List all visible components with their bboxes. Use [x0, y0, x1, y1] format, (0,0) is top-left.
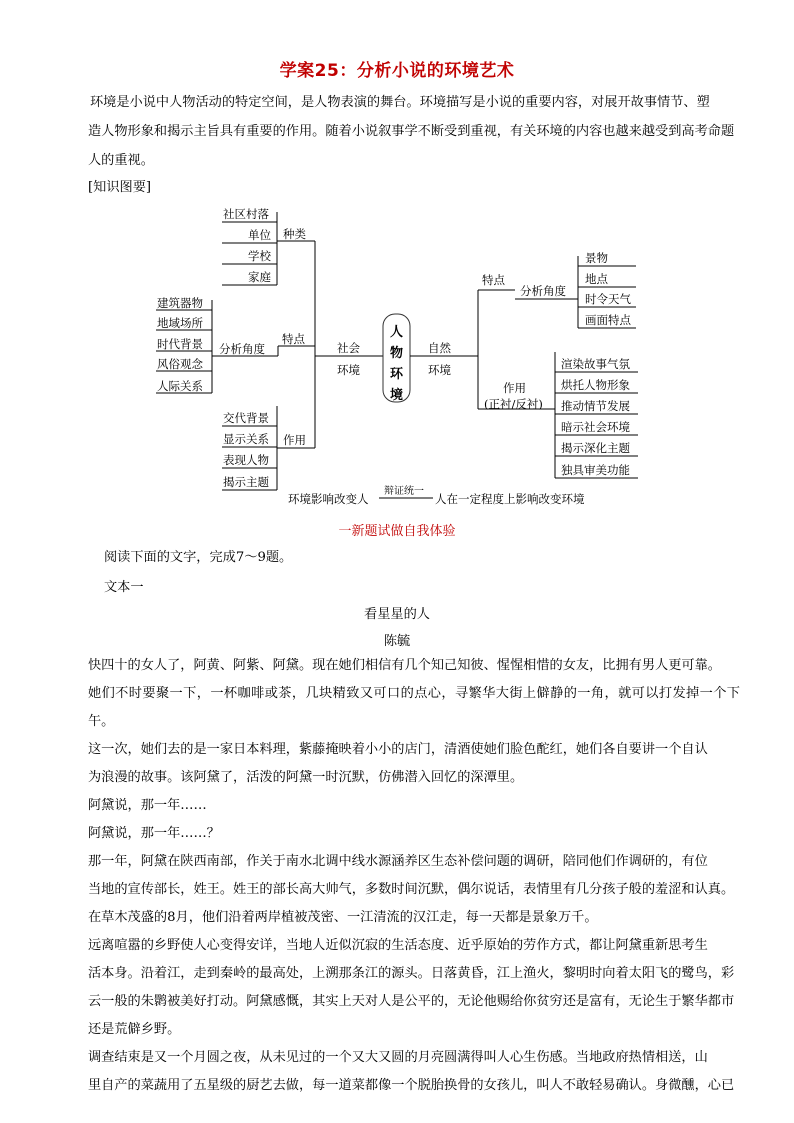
body-line: 还是荒僻乡野。 [88, 1022, 181, 1037]
body-line: 阿黛说，那一年…… [88, 798, 207, 813]
diagram-social-env: 社会 [337, 341, 360, 355]
diagram-feature-item: 时代背景 [157, 337, 203, 351]
body-line: 云一般的朱鹮被美好打动。阿黛感慨，其实上天对人是公平的，无论他赐给你贫穷还是富有，无论生于繁华都市 [88, 994, 735, 1009]
diagram-right-function-sublabel: (正衬/反衬) [484, 397, 543, 411]
diagram-function-item: 交代背景 [223, 411, 269, 425]
body-line: 里自产的菜蔬用了五星级的厨艺去做，每一道菜都像一个脱胎换骨的女孩儿，叫人不敢轻易确认。身微醺，心已 [88, 1078, 735, 1093]
diagram-right-function-item: 独具审美功能 [561, 463, 630, 477]
diagram-right-function-label: 作用 [503, 381, 526, 395]
diagram-types-label: 种类 [283, 227, 306, 241]
diagram-right-feature-item: 画面特点 [585, 313, 631, 327]
diagram-type-item: 单位 [248, 228, 271, 242]
diagram-analysis-angle: 分析角度 [219, 342, 265, 356]
body-line: 快四十的女人了，阿黄、阿紫、阿黛。现在她们相信有几个知己知彼、惺惺相惜的女友，比拥有男人更可靠。 [88, 658, 721, 673]
body-line: 活本身。沿着江，走到秦岭的最高处，上溯那条江的源头。日落黄昏，江上渔火，黎明时向着太阳飞的鹭鸟，彩 [88, 966, 735, 981]
diagram-center-char: 人 [390, 325, 404, 340]
diagram-center-char: 环 [390, 367, 404, 382]
diagram-right-analysis-angle: 分析角度 [520, 284, 566, 298]
diagram-center-char: 物 [390, 346, 404, 361]
intro-line: 人的重视。 [88, 153, 154, 168]
diagram-function-item: 表现人物 [223, 453, 269, 467]
diagram-natural-env: 环境 [428, 363, 451, 377]
intro-line: 造人物形象和揭示主旨具有重要的作用。随着小说叙事学不断受到重视，有关环境的内容也越来越受到高考命题 [88, 124, 735, 139]
diagram-features-label: 特点 [282, 332, 305, 346]
body-line: 调查结束是又一个月圆之夜，从未见过的一个又大又圆的月亮圆满得叫人心生伤感。当地政府热情相送，山 [88, 1050, 708, 1065]
diagram-right-features-label: 特点 [482, 273, 505, 287]
diagram-function-label: 作用 [283, 433, 306, 447]
diagram-right-function-item: 暗示社会环境 [561, 420, 630, 434]
section-title: 一新题试做自我体验 [338, 524, 456, 539]
diagram-right-feature-item: 景物 [585, 251, 608, 265]
diagram-right-function-item: 烘托人物形象 [561, 378, 630, 392]
knowledge-map-diagram [0, 196, 794, 516]
diagram-type-item: 社区村落 [223, 207, 269, 221]
intro-paragraph [88, 88, 738, 175]
reading-instruction: 阅读下面的文字，完成7～9题。 [104, 550, 293, 565]
intro-line: 环境是小说中人物活动的特定空间，是人物表演的舞台。环境描写是小说的重要内容，对展开故事情节、塑 [90, 95, 710, 110]
diagram-right-function-item: 揭示深化主题 [561, 441, 630, 455]
diagram-bottom-left: 环境影响改变人 [288, 492, 369, 506]
diagram-right-function-item: 推动情节发展 [561, 399, 630, 413]
diagram-right-feature-item: 时令天气 [585, 292, 631, 306]
page-title: 学案25：分析小说的环境艺术 [279, 61, 515, 81]
body-line: 阿黛说，那一年……？ [88, 826, 220, 841]
body-line: 远离喧嚣的乡野使人心变得安详，当地人近似沉寂的生活态度、近乎原始的劳作方式，都让阿黛重新思考生 [88, 938, 708, 953]
diagram-type-item: 学校 [248, 249, 271, 263]
diagram-social-env: 环境 [337, 363, 360, 377]
diagram-center-char: 境 [390, 388, 404, 403]
story-body [88, 652, 740, 1100]
diagram-function-item: 显示关系 [223, 432, 269, 446]
body-line: 她们不时要聚一下，一杯咖啡或茶，几块精致又可口的点心，寻繁华大街上僻静的一角，就可以打发掉一个下午。 [88, 686, 740, 729]
body-line: 在草木茂盛的8月，他们沿着两岸植被茂密、一江清流的汉江走，每一天都是景象万千。 [88, 910, 598, 925]
diagram-feature-item: 风俗观念 [157, 357, 203, 371]
diagram-feature-item: 地域场所 [157, 316, 203, 330]
diagram-type-item: 家庭 [248, 270, 271, 284]
diagram-right-feature-item: 地点 [585, 272, 608, 286]
body-line: 这一次，她们去的是一家日本料理，紫藤掩映着小小的店门，清酒使她们脸色酡红，她们各自要讲一个自认 [88, 742, 708, 757]
body-line: 为浪漫的故事。该阿黛了，活泼的阿黛一时沉默，仿佛潜入回忆的深潭里。 [88, 770, 524, 785]
body-line: 那一年，阿黛在陕西南部，作关于南水北调中线水源涵养区生态补偿问题的调研，陪同他们作调研的，有位 [88, 854, 708, 869]
story-title: 看星星的人 [364, 607, 430, 622]
text-label: 文本一 [104, 580, 144, 595]
diagram-right-function-item: 渲染故事气氛 [561, 357, 630, 371]
diagram-feature-item: 建筑器物 [157, 296, 203, 310]
diagram-natural-env: 自然 [428, 341, 451, 355]
diagram-function-item: 揭示主题 [223, 475, 269, 489]
diagram-center-label [390, 325, 404, 403]
knowledge-heading: [知识图要] [88, 180, 152, 195]
body-line: 当地的宣传部长，姓王。姓王的部长高大帅气，多数时间沉默，偶尔说话，表情里有几分孩子般的羞涩和认真。 [88, 882, 735, 897]
diagram-bottom-middle: 辩证统一 [384, 486, 424, 497]
story-author: 陈毓 [383, 634, 411, 649]
diagram-feature-item: 人际关系 [157, 379, 203, 393]
diagram-bottom-right: 人在一定程度上影响改变环境 [435, 492, 585, 506]
